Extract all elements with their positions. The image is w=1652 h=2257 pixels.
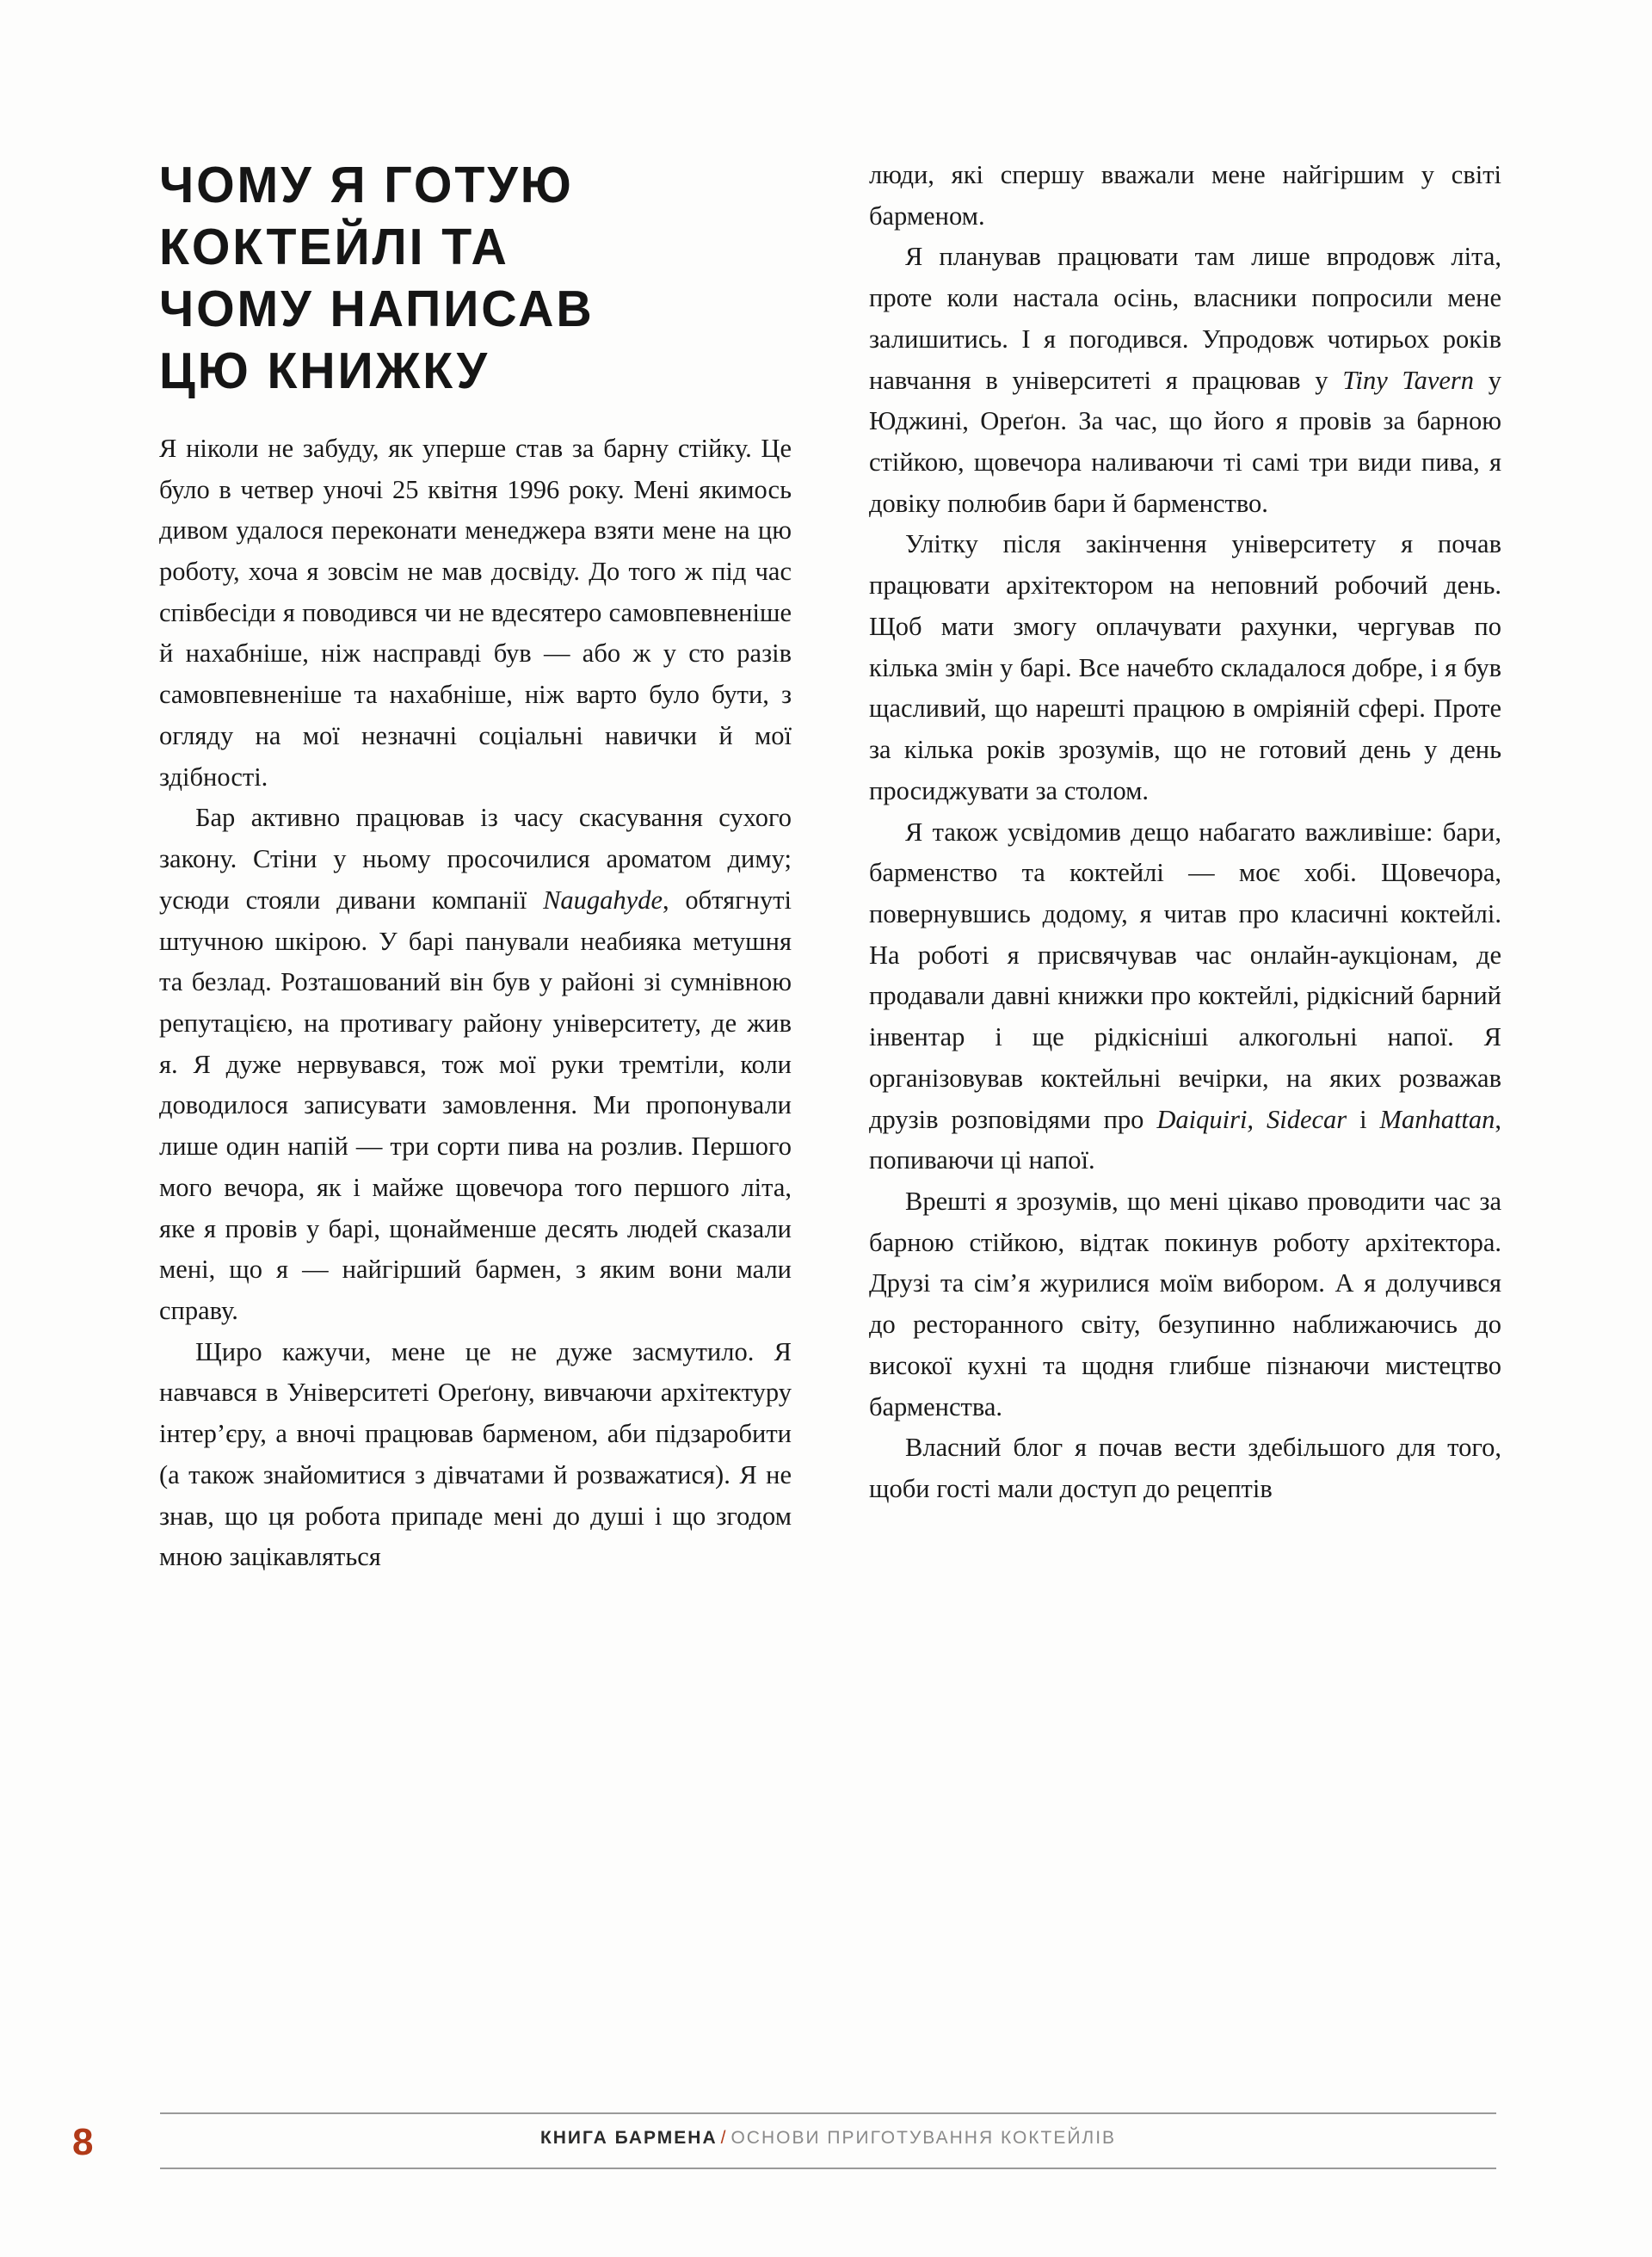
text-run: Бар активно працював із часу скасування сухого закону. Стіни у ньому просочилися ароматом диму; усюди стояли дивани компанії	[159, 803, 792, 915]
footer-rules	[160, 2112, 1496, 2169]
paragraph	[869, 812, 1501, 1181]
text-run: , обтягнуті штучною шкірою. У барі панували неабияка метушня та безлад. Розташований він був у районі зі сумнівною репутацією, на противагу району університету, де жив я. Я дуже нервувався, тож мої руки тремтіли, коли доводилося записувати замовлення. Ми пропонували лише один напій — три сорти пива на розлив. Першого мого вечора, як і майже щовечора того першого літа, яке я провів у барі, щонайменше десять людей сказали мені, що я — найгірший бармен, з яким вони мали справу.	[159, 885, 792, 1325]
chapter-title	[159, 155, 773, 403]
chapter-title-line-1: ЧОМУ Я ГОТУЮ	[159, 157, 574, 213]
text-run: Улітку після закінчення університету я почав працювати архітектором на неповний робочий день. Щоб мати змогу оплачувати рахунки, чергував по кілька змін у барі. Все начебто складалося добре, і я був щасливий, що нарешті працюю в омріяній сфері. Проте за кілька років зрозумів, що не готовий день у день просиджувати за столом.	[869, 529, 1501, 805]
text-run: Я ніколи не забуду, як уперше став за барну стійку. Це було в четвер уночі 25 квітня 1996 року. Мені якимось дивом удалося переконати менеджера взяти мене на цю роботу, хоча я зовсім не мав досвіду. До того ж під час співбесіди я поводився чи не вдесятеро самовпевненіше й нахабніше, ніж насправді був — або ж у сто разів самовпевненіше та нахабніше, ніж варто було бути, з огляду на мої незначні соціальні навички й мої здібності.	[159, 433, 792, 792]
page-content	[159, 155, 1502, 2039]
text-run: Я також усвідомив дещо набагато важливіше: бари, барменство та коктейлі — моє хобі. Щовечора, повернувшись додому, я читав про класичні коктейлі. На роботі я присвячував час онлайн-аукціонам, де продавали давні книжки про коктейлі, рідкісний барний інвентар і ще рідкісніші алкогольні напої. Я організовував коктейльні вечірки, на яких розважав друзів розповідями про	[869, 817, 1501, 1134]
left-column-paragraphs	[159, 429, 792, 1578]
italic-term: Daiquiri, Sidecar	[1156, 1104, 1347, 1134]
text-run: і	[1347, 1104, 1380, 1134]
right-column-paragraphs	[869, 155, 1501, 1510]
running-header	[160, 2128, 1496, 2149]
running-section-title: ОСНОВИ ПРИГОТУВАННЯ КОКТЕЙЛІВ	[730, 2128, 1117, 2148]
text-run: Власний блог я почав вести здебільшого для того, щоби гості мали доступ до рецептів	[869, 1433, 1501, 1503]
text-run: у Юджині, Ореґон. За час, що його я провів за барною стійкою, щовечора наливаючи ті самі три види пива, я довіку полюбив бари й барменство.	[869, 365, 1501, 518]
text-run: люди, які спершу вважали мене найгіршим у світі барменом.	[869, 160, 1501, 231]
text-run: Врешті я зрозумів, що мені цікаво проводити час за барною стійкою, відтак покинув роботу архітектора. Друзі та сім’я журилися моїм вибором. А я долучився до ресторанного світу, безупинно наближаючись до високої кухні та щодня глибше пізнаючи мистецтво барменства.	[869, 1186, 1501, 1421]
text-column-left	[159, 155, 792, 2039]
text-column-right	[869, 155, 1501, 2039]
footer-rule-bottom	[160, 2168, 1496, 2169]
paragraph	[159, 1332, 792, 1578]
italic-term: Naugahyde	[543, 885, 663, 915]
page-footer	[0, 2112, 1652, 2216]
text-run: , попиваючи ці напої.	[869, 1104, 1502, 1175]
chapter-title-line-4: ЦЮ КНИЖКУ	[159, 342, 490, 399]
paragraph	[869, 155, 1501, 237]
text-run: Я планував працювати там лише впродовж літа, проте коли настала осінь, власники попросили мене залишитись. І я погодився. Упродовж чотирьох років навчання в університеті я працював у	[869, 242, 1501, 395]
paragraph	[869, 1428, 1501, 1509]
chapter-title-line-3: ЧОМУ НАПИСАВ	[159, 280, 595, 337]
paragraph	[159, 798, 792, 1331]
chapter-title-line-2: КОКТЕЙЛІ ТА	[159, 218, 509, 275]
paragraph	[869, 1181, 1501, 1428]
paragraph	[869, 237, 1501, 524]
text-run: Щиро кажучи, мене це не дуже засмутило. Я навчався в Університеті Ореґону, вивчаючи архітектуру інтер’єру, а вночі працював барменом, аби підзаробити (а також знайомитися з дівчатами й розважатися). Я не знав, що ця робота припаде мені до душі і що згодом мною зацікавляться	[159, 1336, 792, 1572]
italic-term: Tiny Tavern	[1342, 365, 1475, 395]
running-separator: /	[720, 2128, 728, 2148]
running-book-title: КНИГА БАРМЕНА	[539, 2128, 718, 2148]
paragraph	[159, 429, 792, 798]
footer-rule-top	[160, 2112, 1496, 2114]
italic-term: Manhattan	[1379, 1104, 1495, 1134]
page-number: 8	[72, 2121, 94, 2163]
paragraph	[869, 524, 1501, 811]
